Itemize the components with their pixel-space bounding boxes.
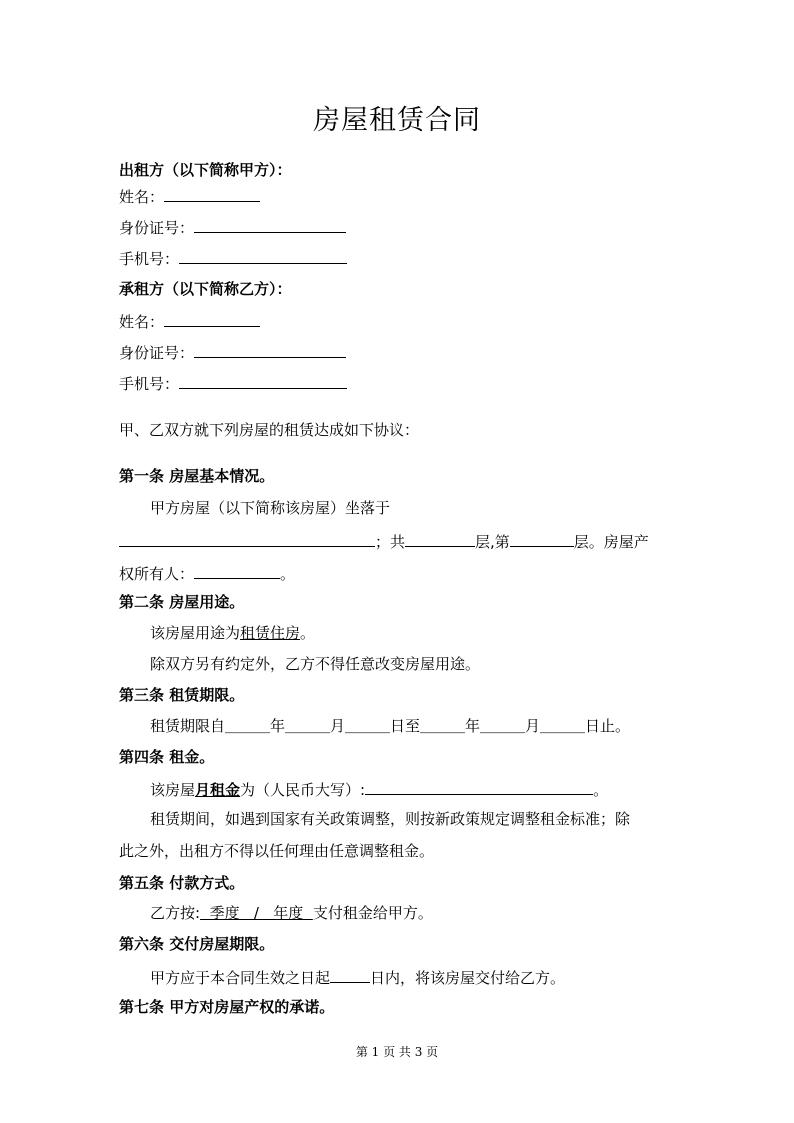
total-floors-blank[interactable] [405,530,475,547]
article-6-heading: 第六条 交付房屋期限。 [119,935,275,953]
article-1-p2 [119,530,649,552]
lessor-name-row [119,185,260,207]
lessor-phone-label: 手机号： [119,250,180,268]
article-4-p1 [150,778,608,800]
floor-number-blank[interactable] [510,530,574,547]
rent-text-c: 为（人民币大写）: [240,781,366,799]
lessor-name-blank[interactable] [164,185,260,202]
usage-end: 。 [300,624,316,642]
page-number: 第 1 页 共 3 页 [355,1045,439,1059]
article-1-heading: 第一条 房屋基本情况。 [119,467,275,485]
address-blank[interactable] [119,530,375,547]
payment-end: 支付租金给甲方。 [312,904,433,922]
delivery-text-b: 日内，将该房屋交付给乙方。 [370,969,566,987]
usage-value: 租赁住房 [240,624,301,642]
article-1-p1: 甲方房屋（以下简称该房屋）坐落于 [150,499,391,517]
article-4-p2: 租赁期间，如遇到国家有关政策调整，则按新政策规定调整租金标准；除 [150,810,631,828]
rent-text-a: 该房屋 [150,781,196,799]
article-3-heading: 第三条 租赁期限。 [119,686,245,704]
lessor-phone-blank[interactable] [179,247,347,264]
lessee-name-label: 姓名： [119,313,165,331]
lessee-id-blank[interactable] [194,341,346,358]
lessor-heading: 出租方（以下简称甲方）： [119,161,292,179]
owner-label: 权所有人： [119,565,195,583]
article-1-p3-end: 。 [280,565,296,583]
article-5-p1 [150,903,433,923]
article-4-p3: 此之外，出租方不得以任何理由任意调整租金。 [119,842,435,860]
article-4-heading: 第四条 租金。 [119,748,215,766]
lessee-phone-label: 手机号： [119,375,180,393]
article-6-p1 [150,966,565,988]
article-2-heading: 第二条 房屋用途。 [119,593,245,611]
lessee-phone-row [119,372,347,394]
lessee-phone-blank[interactable] [179,372,347,389]
lessee-id-label: 身份证号： [119,344,195,362]
article-3-p1: 租赁期限自＿＿＿年＿＿＿月＿＿＿日至＿＿＿年＿＿＿月＿＿＿日止。 [150,717,631,735]
article-1-p3 [119,562,295,584]
lessor-id-blank[interactable] [194,216,346,233]
article-1-p2-text-c: 层。房屋产 [573,533,649,551]
delivery-days-blank[interactable] [330,966,370,983]
lessor-id-row [119,216,346,238]
owner-blank[interactable] [194,562,280,579]
article-5-heading: 第五条 付款方式。 [119,874,245,892]
article-1-p2-text-b: 层,第 [475,533,510,551]
lessee-name-blank[interactable] [164,310,260,327]
document-title: 房屋租赁合同 [313,105,481,136]
intro-text: 甲、乙双方就下列房屋的租赁达成如下协议： [119,421,420,439]
payment-label: 乙方按: [150,904,201,922]
lessor-phone-row [119,247,347,269]
monthly-rent-label: 月租金 [195,781,241,799]
payment-method-value: 季度 / 年度 [200,904,313,922]
article-2-p1 [150,623,315,643]
lessor-id-label: 身份证号： [119,219,195,237]
lessee-heading: 承租方（以下简称乙方）： [119,280,292,298]
article-7-heading: 第七条 甲方对房屋产权的承诺。 [119,998,335,1016]
rent-amount-blank[interactable] [365,778,593,795]
rent-text-d: 。 [593,781,609,799]
lessee-id-row [119,341,346,363]
lessor-name-label: 姓名： [119,188,165,206]
lessee-name-row [119,310,260,332]
article-1-p2-text-a: ；共 [375,533,406,551]
usage-label: 该房屋用途为 [150,624,241,642]
delivery-text-a: 甲方应于本合同生效之日起 [150,969,331,987]
article-2-p2: 除双方另有约定外，乙方不得任意改变房屋用途。 [150,655,481,673]
